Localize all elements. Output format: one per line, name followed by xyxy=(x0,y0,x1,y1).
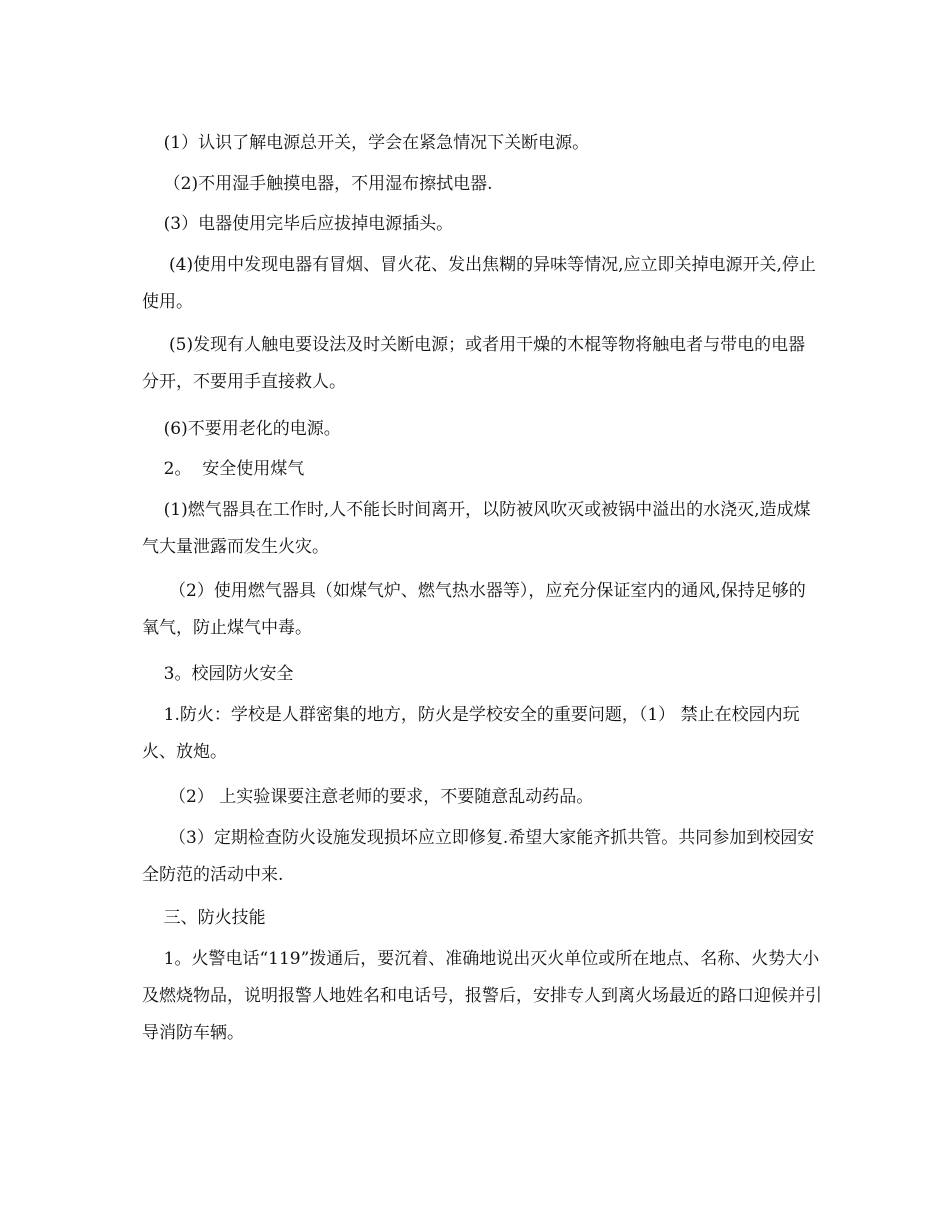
paragraph-smoke-sparks: (4)使用中发现电器有冒烟、冒火花、发出焦糊的异味等情况,应立即关掉电源开关,停止使用。 xyxy=(142,255,816,312)
section-heading-fire-skills: 三、防火技能 xyxy=(142,908,266,928)
section-heading-gas: 2。 安全使用煤气 xyxy=(142,459,305,479)
paragraph-electric-shock: (5)发现有人触电要设法及时关断电源；或者用干燥的木棍等物将触电者与带电的电器分开，不要用手直接救人。 xyxy=(142,335,806,392)
paragraph-old-power: (6)不要用老化的电源。 xyxy=(142,419,341,439)
paragraph-fire-prevention: 1.防火：学校是人群密集的地方，防火是学校安全的重要问题，（1） 禁止在校园内玩火、放炮。 xyxy=(142,705,800,762)
paragraph-fire-call: 1。火警电话“119”拨通后，要沉着、准确地说出灭火单位或所在地点、名称、火势大小及燃烧物品，说明报警人地姓名和电话号，报警后，安排专人到离火场最近的路口迎候并引导消防车辆。 xyxy=(142,949,822,1043)
paragraph-wet-hands: （2)不用湿手触摸电器，不用湿布擦拭电器. xyxy=(142,174,493,194)
paragraph-lab-class: （2） 上实验课要注意老师的要求，不要随意乱动药品。 xyxy=(142,787,594,807)
paragraph-gas-ventilation: （2）使用燃气器具（如煤气炉、燃气热水器等），应充分保证室内的通风,保持足够的氧气，防止煤气中毒。 xyxy=(142,581,806,638)
paragraph-unplug: (3）电器使用完毕后应拔掉电源插头。 xyxy=(142,214,454,234)
section-heading-campus-fire: 3。校园防火安全 xyxy=(142,664,294,684)
paragraph-gas-unattended: (1)燃气器具在工作时,人不能长时间离开，以防被风吹灭或被锅中溢出的水浇灭,造成煤气大量泄露而发生火灾。 xyxy=(142,500,811,557)
paragraph-inspection: （3）定期检查防火设施发现损坏应立即修复.希望大家能齐抓共管。共同参加到校园安全防范的活动中来. xyxy=(142,828,815,885)
paragraph-power-switch: (1）认识了解电源总开关，学会在紧急情况下关断电源。 xyxy=(142,133,590,153)
